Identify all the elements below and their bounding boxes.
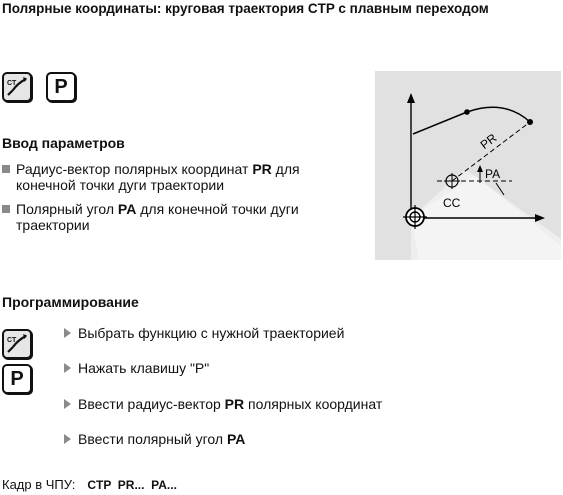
step-bold: PA (226, 431, 246, 447)
param-item-post: для конечной точки дуги траектории (16, 161, 300, 193)
params-heading: Ввод параметров (2, 135, 125, 151)
p-key[interactable] (2, 364, 32, 394)
param-item-post: для конечной точки дуги траектории (16, 201, 299, 233)
step-bold: PR (224, 396, 245, 412)
step-post: полярных координат (244, 396, 383, 412)
prog-step-2 (64, 360, 464, 378)
prog-step-1 (64, 325, 464, 343)
step-pre: Нажать клавишу "P" (78, 360, 210, 376)
param-item-pa (2, 201, 362, 235)
nc-block-code: CTP PR... PA... (87, 478, 177, 492)
param-item-bold: PR (252, 161, 272, 177)
step-arrow-icon (64, 363, 71, 373)
prog-step-3 (64, 396, 464, 414)
programming-heading: Программирование (2, 294, 139, 310)
prog-step-4 (64, 431, 464, 449)
param-item-pre: Радиус-вектор полярных координат (16, 161, 253, 177)
svg-text:CT: CT (7, 337, 17, 344)
svg-text:CT: CT (7, 80, 17, 87)
arc-start-point (464, 109, 470, 115)
page-title: Полярные координаты: круговая траектория CTP с плавным переходом (2, 1, 489, 16)
step-arrow-icon (64, 434, 71, 444)
bullet-square-icon (2, 165, 10, 173)
label-pa: PA (485, 167, 501, 181)
step-arrow-icon (64, 399, 71, 409)
p-key-label: P (10, 367, 24, 390)
step-pre: Выбрать функцию с нужной траекторией (78, 325, 345, 341)
param-item-pre: Полярный угол (16, 201, 118, 217)
ctp-key-icon[interactable] (2, 72, 32, 102)
step-pre: Ввести радиус-вектор (78, 396, 225, 412)
ctp-key-icon[interactable] (2, 329, 32, 359)
p-key-label: P (54, 75, 68, 98)
nc-block (2, 477, 177, 492)
step-arrow-icon (64, 328, 71, 338)
step-pre: Ввести полярный угол (78, 431, 227, 447)
param-item-pr (2, 161, 362, 195)
label-cc: CC (443, 196, 461, 210)
label-pr: PR (477, 130, 500, 153)
p-key[interactable] (46, 72, 76, 102)
bullet-square-icon (2, 205, 10, 213)
polar-arc-diagram (375, 71, 561, 260)
nc-block-label: Кадр в ЧПУ: (2, 477, 76, 492)
param-item-bold: PA (117, 201, 137, 217)
